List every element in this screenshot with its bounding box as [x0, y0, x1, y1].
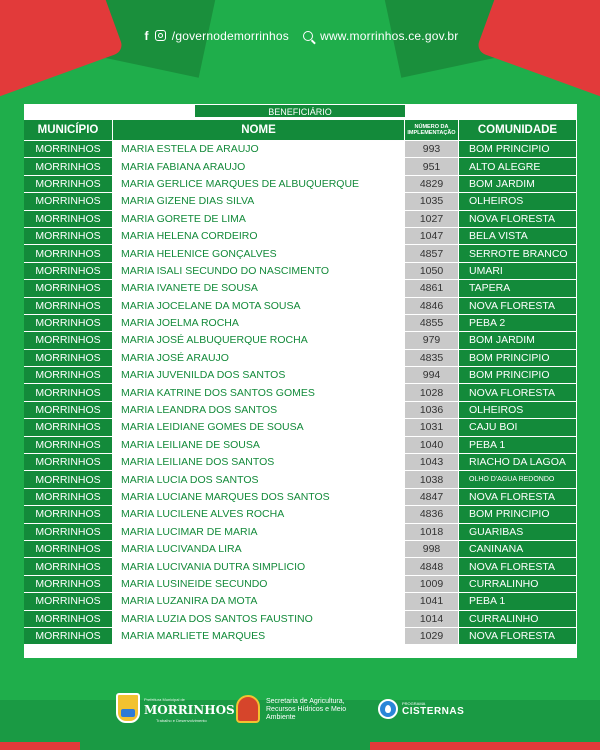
cisternas-program-label: PROGRAMA	[402, 701, 426, 706]
column-header-comunidade: COMUNIDADE	[459, 120, 577, 140]
cell-numero: 4846	[405, 298, 459, 314]
cell-municipio: MORRINHOS	[24, 211, 113, 227]
table-row	[24, 315, 577, 331]
cell-numero: 998	[405, 541, 459, 557]
cell-municipio: MORRINHOS	[24, 506, 113, 522]
cell-numero: 1040	[405, 437, 459, 453]
cell-nome: MARIA MARLIETE MARQUES	[113, 628, 405, 644]
table-row	[24, 558, 577, 574]
cell-comunidade: GUARIBAS	[459, 524, 577, 540]
table-row	[24, 245, 577, 261]
cell-comunidade: PEBA 1	[459, 437, 577, 453]
social-handle[interactable]: /governodemorrinhos	[171, 28, 289, 43]
cell-municipio: MORRINHOS	[24, 367, 113, 383]
cell-numero: 1018	[405, 524, 459, 540]
morrinhos-crest-icon	[116, 693, 140, 723]
cell-comunidade: CURRALINHO	[459, 576, 577, 592]
cell-municipio: MORRINHOS	[24, 558, 113, 574]
cell-comunidade: NOVA FLORESTA	[459, 211, 577, 227]
cell-nome: MARIA LEILIANE DOS SANTOS	[113, 454, 405, 470]
cell-municipio: MORRINHOS	[24, 437, 113, 453]
social-header	[0, 28, 600, 43]
footer-logos	[0, 693, 600, 733]
cell-numero: 1031	[405, 419, 459, 435]
cell-nome: MARIA GIZENE DIAS SILVA	[113, 193, 405, 209]
cell-municipio: MORRINHOS	[24, 315, 113, 331]
cell-numero: 1043	[405, 454, 459, 470]
cell-comunidade: SERROTE BRANCO	[459, 245, 577, 261]
cell-nome: MARIA LUCILENE ALVES ROCHA	[113, 506, 405, 522]
beneficiaries-table	[24, 119, 577, 645]
cell-comunidade: BOM PRINCIPIO	[459, 350, 577, 366]
cell-nome: MARIA LUCIVANDA LIRA	[113, 541, 405, 557]
table-row	[24, 158, 577, 174]
cell-comunidade: BOM PRINCIPIO	[459, 141, 577, 157]
cell-nome: MARIA LUCIANE MARQUES DOS SANTOS	[113, 489, 405, 505]
cell-nome: MARIA LEIDIANE GOMES DE SOUSA	[113, 419, 405, 435]
table-row	[24, 228, 577, 244]
secretaria-name: Secretaria de Agricultura, Recursos Hídricos e Meio Ambiente	[266, 698, 347, 721]
cisternas-name: CISTERNAS	[402, 706, 465, 717]
cell-nome: MARIA HELENA CORDEIRO	[113, 228, 405, 244]
table-row	[24, 437, 577, 453]
table-row	[24, 541, 577, 557]
cell-numero: 1014	[405, 611, 459, 627]
column-header-municipio: MUNICÍPIO	[24, 120, 113, 140]
cell-nome: MARIA KATRINE DOS SANTOS GOMES	[113, 384, 405, 400]
cell-numero: 4829	[405, 176, 459, 192]
cell-nome: MARIA ISALI SECUNDO DO NASCIMENTO	[113, 263, 405, 279]
table-row	[24, 489, 577, 505]
cell-municipio: MORRINHOS	[24, 245, 113, 261]
cell-nome: MARIA ESTELA DE ARAUJO	[113, 141, 405, 157]
cell-numero: 4847	[405, 489, 459, 505]
table-row	[24, 176, 577, 192]
cell-municipio: MORRINHOS	[24, 576, 113, 592]
cell-comunidade: CANINANA	[459, 541, 577, 557]
cell-municipio: MORRINHOS	[24, 593, 113, 609]
table-row	[24, 419, 577, 435]
cell-municipio: MORRINHOS	[24, 298, 113, 314]
column-header-nome: NOME	[113, 120, 405, 140]
cell-numero: 994	[405, 367, 459, 383]
website-link[interactable]: www.morrinhos.ce.gov.br	[320, 28, 459, 43]
table-row	[24, 524, 577, 540]
cell-municipio: MORRINHOS	[24, 263, 113, 279]
background-red-strip	[370, 742, 600, 750]
cell-nome: MARIA LEILIANE DE SOUSA	[113, 437, 405, 453]
cell-municipio: MORRINHOS	[24, 332, 113, 348]
cell-numero: 951	[405, 158, 459, 174]
table-row	[24, 263, 577, 279]
cell-comunidade: OLHO D'AGUA REDONDO	[459, 471, 577, 487]
cell-numero: 1035	[405, 193, 459, 209]
cell-comunidade: OLHEIROS	[459, 193, 577, 209]
column-header-numero: NÚMERO DA IMPLEMENTAÇÃO	[405, 120, 459, 140]
cell-comunidade: NOVA FLORESTA	[459, 628, 577, 644]
cell-municipio: MORRINHOS	[24, 280, 113, 296]
cell-numero: 993	[405, 141, 459, 157]
cell-municipio: MORRINHOS	[24, 524, 113, 540]
table-row	[24, 280, 577, 296]
cell-comunidade: BOM PRINCIPIO	[459, 506, 577, 522]
table-row	[24, 141, 577, 157]
cell-municipio: MORRINHOS	[24, 141, 113, 157]
cell-numero: 979	[405, 332, 459, 348]
table-row	[24, 628, 577, 644]
cell-comunidade: RIACHO DA LAGOA	[459, 454, 577, 470]
background-red-shape	[0, 0, 124, 102]
logo-prefeitura-label: Prefeitura Municipal de	[144, 697, 185, 702]
cell-nome: MARIA GORETE DE LIMA	[113, 211, 405, 227]
background-red-strip	[0, 742, 80, 750]
logo-morrinhos-name: MORRINHOS	[144, 703, 235, 717]
cell-numero: 1009	[405, 576, 459, 592]
cell-numero: 4836	[405, 506, 459, 522]
cell-numero: 1047	[405, 228, 459, 244]
morrinhos-logo	[116, 693, 235, 727]
cell-nome: MARIA LUCIA DOS SANTOS	[113, 471, 405, 487]
secretaria-logo	[236, 693, 376, 727]
table-row	[24, 367, 577, 383]
logo-morrinhos-sub: Trabalho e Desenvolvimento	[156, 718, 207, 723]
table-row	[24, 471, 577, 487]
cell-municipio: MORRINHOS	[24, 176, 113, 192]
cell-nome: MARIA LUCIVANIA DUTRA SIMPLICIO	[113, 558, 405, 574]
secretaria-crest-icon	[236, 695, 260, 723]
cell-nome: MARIA LUZANIRA DA MOTA	[113, 593, 405, 609]
cell-municipio: MORRINHOS	[24, 193, 113, 209]
cell-municipio: MORRINHOS	[24, 350, 113, 366]
cell-municipio: MORRINHOS	[24, 541, 113, 557]
table-row	[24, 332, 577, 348]
cell-municipio: MORRINHOS	[24, 384, 113, 400]
cell-comunidade: BOM JARDIM	[459, 332, 577, 348]
search-icon	[303, 31, 313, 41]
cell-numero: 4861	[405, 280, 459, 296]
cell-comunidade: BELA VISTA	[459, 228, 577, 244]
cell-numero: 1028	[405, 384, 459, 400]
cell-comunidade: NOVA FLORESTA	[459, 298, 577, 314]
cell-municipio: MORRINHOS	[24, 419, 113, 435]
cisternas-logo	[378, 693, 478, 727]
table-row	[24, 506, 577, 522]
table-row	[24, 402, 577, 418]
cell-numero: 1038	[405, 471, 459, 487]
cell-comunidade: TAPERA	[459, 280, 577, 296]
cell-nome: MARIA LEANDRA DOS SANTOS	[113, 402, 405, 418]
cell-comunidade: UMARI	[459, 263, 577, 279]
cell-numero: 1027	[405, 211, 459, 227]
cell-comunidade: NOVA FLORESTA	[459, 489, 577, 505]
table-header-row	[24, 120, 577, 140]
cell-comunidade: CURRALINHO	[459, 611, 577, 627]
beneficiary-group-header: BENEFICIÁRIO	[194, 104, 406, 118]
cell-numero: 1036	[405, 402, 459, 418]
facebook-icon[interactable]: f	[144, 28, 149, 43]
cell-comunidade: BOM JARDIM	[459, 176, 577, 192]
table-row	[24, 298, 577, 314]
cell-comunidade: PEBA 1	[459, 593, 577, 609]
background-red-shape	[476, 0, 600, 102]
cell-comunidade: NOVA FLORESTA	[459, 558, 577, 574]
cell-nome: MARIA LUZIA DOS SANTOS FAUSTINO	[113, 611, 405, 627]
cell-nome: MARIA JOSÉ ARAUJO	[113, 350, 405, 366]
cell-comunidade: NOVA FLORESTA	[459, 384, 577, 400]
cell-nome: MARIA GERLICE MARQUES DE ALBUQUERQUE	[113, 176, 405, 192]
cell-municipio: MORRINHOS	[24, 611, 113, 627]
cell-numero: 1029	[405, 628, 459, 644]
cell-numero: 1041	[405, 593, 459, 609]
instagram-icon[interactable]	[155, 30, 166, 41]
cell-nome: MARIA LUSINEIDE SECUNDO	[113, 576, 405, 592]
cell-municipio: MORRINHOS	[24, 628, 113, 644]
cell-nome: MARIA FABIANA ARAUJO	[113, 158, 405, 174]
cell-nome: MARIA IVANETE DE SOUSA	[113, 280, 405, 296]
table-row	[24, 211, 577, 227]
table-row	[24, 454, 577, 470]
table-row	[24, 384, 577, 400]
cell-comunidade: BOM PRINCIPIO	[459, 367, 577, 383]
cell-municipio: MORRINHOS	[24, 158, 113, 174]
cell-comunidade: CAJU BOI	[459, 419, 577, 435]
cell-nome: MARIA JUVENILDA DOS SANTOS	[113, 367, 405, 383]
cell-numero: 4855	[405, 315, 459, 331]
cell-municipio: MORRINHOS	[24, 471, 113, 487]
cell-nome: MARIA JOCELANE DA MOTA SOUSA	[113, 298, 405, 314]
table-row	[24, 350, 577, 366]
cell-nome: MARIA LUCIMAR DE MARIA	[113, 524, 405, 540]
cell-municipio: MORRINHOS	[24, 454, 113, 470]
water-drop-icon	[378, 699, 398, 719]
cell-comunidade: ALTO ALEGRE	[459, 158, 577, 174]
cell-municipio: MORRINHOS	[24, 228, 113, 244]
cell-numero: 4835	[405, 350, 459, 366]
table-row	[24, 593, 577, 609]
table-row	[24, 611, 577, 627]
cell-comunidade: OLHEIROS	[459, 402, 577, 418]
cell-numero: 4848	[405, 558, 459, 574]
cell-municipio: MORRINHOS	[24, 489, 113, 505]
cell-nome: MARIA HELENICE GONÇALVES	[113, 245, 405, 261]
table-row	[24, 193, 577, 209]
cell-comunidade: PEBA 2	[459, 315, 577, 331]
cell-municipio: MORRINHOS	[24, 402, 113, 418]
cell-nome: MARIA JOELMA ROCHA	[113, 315, 405, 331]
cell-numero: 1050	[405, 263, 459, 279]
cell-numero: 4857	[405, 245, 459, 261]
cell-nome: MARIA JOSÉ ALBUQUERQUE ROCHA	[113, 332, 405, 348]
table-row	[24, 576, 577, 592]
